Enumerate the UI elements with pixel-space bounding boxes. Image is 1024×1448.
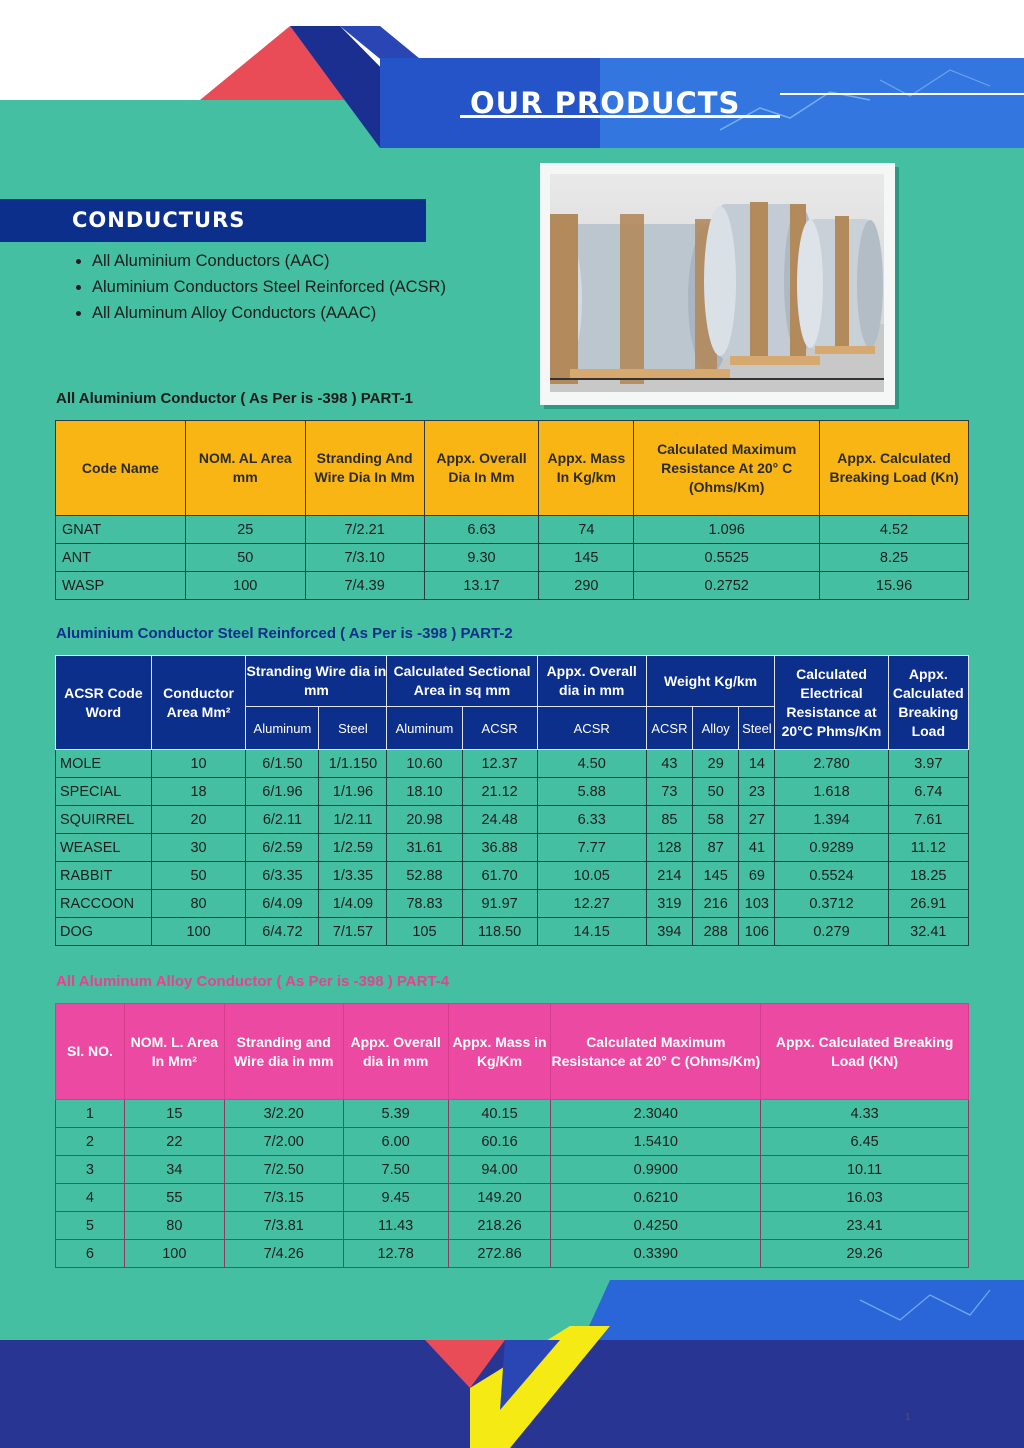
- cell: 394: [646, 918, 692, 946]
- cell: 1/1.96: [319, 778, 387, 806]
- cell: SQUIRREL: [56, 806, 152, 834]
- table-row: [56, 918, 969, 946]
- col-header: ACSR Code Word: [56, 656, 152, 750]
- sub-header: ACSR: [462, 707, 537, 750]
- sub-header: Alloy: [693, 707, 739, 750]
- header-rule-right: [780, 93, 1024, 95]
- col-header: Appx. Mass in Kg/Km: [448, 1004, 551, 1100]
- cell: 12.27: [537, 890, 646, 918]
- cell: 6.33: [537, 806, 646, 834]
- cell: 1.5410: [551, 1128, 761, 1156]
- cell: 80: [151, 890, 246, 918]
- col-header: Appx. Calculated Breaking Load (Kn): [820, 421, 969, 516]
- cell: 7.77: [537, 834, 646, 862]
- cell: 8.25: [820, 544, 969, 572]
- cell: 0.279: [775, 918, 888, 946]
- col-header: Appx. Calculated Breaking Load: [888, 656, 968, 750]
- table-row: [56, 572, 969, 600]
- table-header-row: [56, 421, 969, 516]
- cell: 9.30: [424, 544, 539, 572]
- cell: 18: [151, 778, 246, 806]
- cell: 5: [56, 1212, 125, 1240]
- cell: RACCOON: [56, 890, 152, 918]
- sub-header: ACSR: [646, 707, 692, 750]
- cell: 103: [739, 890, 775, 918]
- cell: 6/4.72: [246, 918, 319, 946]
- cell: 22: [124, 1128, 224, 1156]
- cell: 100: [124, 1240, 224, 1268]
- list-item: • All Aluminum Alloy Conductors (AAAC): [92, 304, 446, 322]
- cell: 7/3.10: [305, 544, 424, 572]
- table-row: [56, 1212, 969, 1240]
- cell: 61.70: [462, 862, 537, 890]
- sub-header: Steel: [319, 707, 387, 750]
- cell: WEASEL: [56, 834, 152, 862]
- conductor-list: [72, 252, 446, 330]
- cell: 6.74: [888, 778, 968, 806]
- cell: 40.15: [448, 1100, 551, 1128]
- cell: 145: [693, 862, 739, 890]
- cell: 6.00: [343, 1128, 448, 1156]
- cell: 7/3.81: [224, 1212, 343, 1240]
- cell: 6/1.50: [246, 750, 319, 778]
- cell: 25: [185, 516, 305, 544]
- col-header: SI. NO.: [56, 1004, 125, 1100]
- cell: 6/1.96: [246, 778, 319, 806]
- cell: 319: [646, 890, 692, 918]
- cell: 50: [151, 862, 246, 890]
- cell: 0.6210: [551, 1184, 761, 1212]
- table-row: [56, 1240, 969, 1268]
- cell: GNAT: [56, 516, 186, 544]
- col-header: NOM. AL Area mm: [185, 421, 305, 516]
- cell: 1/1.150: [319, 750, 387, 778]
- cell: 20.98: [387, 806, 462, 834]
- cell: 94.00: [448, 1156, 551, 1184]
- table-header-row: [56, 656, 969, 707]
- col-header: Appx. Overall Dia In Mm: [424, 421, 539, 516]
- cell: 128: [646, 834, 692, 862]
- cell: 23.41: [761, 1212, 969, 1240]
- table-row: [56, 1184, 969, 1212]
- cell: 15.96: [820, 572, 969, 600]
- sub-header: Steel: [739, 707, 775, 750]
- cell: 7.50: [343, 1156, 448, 1184]
- cell: 7/4.26: [224, 1240, 343, 1268]
- section-title: CONDUCTURS: [72, 208, 246, 232]
- cell: 1.394: [775, 806, 888, 834]
- cell: 4.33: [761, 1100, 969, 1128]
- cell: 43: [646, 750, 692, 778]
- cell: DOG: [56, 918, 152, 946]
- cell: 272.86: [448, 1240, 551, 1268]
- col-header: NOM. L. Area In Mm²: [124, 1004, 224, 1100]
- cell: 1/4.09: [319, 890, 387, 918]
- table-row: [56, 516, 969, 544]
- cell: 0.5524: [775, 862, 888, 890]
- cell: 14.15: [537, 918, 646, 946]
- cell: 15: [124, 1100, 224, 1128]
- cell: 13.17: [424, 572, 539, 600]
- cell: 149.20: [448, 1184, 551, 1212]
- cell: 288: [693, 918, 739, 946]
- aaac-table: [55, 1003, 969, 1268]
- acsr-table: [55, 655, 969, 946]
- cell: 80: [124, 1212, 224, 1240]
- cell: 26.91: [888, 890, 968, 918]
- col-header: Appx. Calculated Breaking Load (KN): [761, 1004, 969, 1100]
- cell: 10.11: [761, 1156, 969, 1184]
- cell: 0.5525: [634, 544, 820, 572]
- cell: 1.618: [775, 778, 888, 806]
- cell: 12.78: [343, 1240, 448, 1268]
- footer-decoration: [0, 1280, 1024, 1448]
- cell: 100: [151, 918, 246, 946]
- cell: 10: [151, 750, 246, 778]
- cell: 216: [693, 890, 739, 918]
- product-photo: [550, 174, 884, 392]
- cell: 50: [185, 544, 305, 572]
- cell: 52.88: [387, 862, 462, 890]
- cell: 3.97: [888, 750, 968, 778]
- list-item: • All Aluminium Conductors (AAC): [92, 252, 446, 270]
- cell: 2.780: [775, 750, 888, 778]
- cell: 78.83: [387, 890, 462, 918]
- cell: 16.03: [761, 1184, 969, 1212]
- cell: 27: [739, 806, 775, 834]
- cell: 12.37: [462, 750, 537, 778]
- cell: 9.45: [343, 1184, 448, 1212]
- cell: 11.12: [888, 834, 968, 862]
- sub-header: Aluminum: [387, 707, 462, 750]
- table-row: [56, 544, 969, 572]
- cell: WASP: [56, 572, 186, 600]
- cell: 31.61: [387, 834, 462, 862]
- cell: 6: [56, 1240, 125, 1268]
- col-header: Stranding and Wire dia in mm: [224, 1004, 343, 1100]
- cell: 10.60: [387, 750, 462, 778]
- table-row: [56, 1156, 969, 1184]
- aac-table: [55, 420, 969, 600]
- page-number: 1: [905, 1412, 911, 1423]
- cell: 29.26: [761, 1240, 969, 1268]
- cell: 290: [539, 572, 634, 600]
- cell: 50: [693, 778, 739, 806]
- cell: 24.48: [462, 806, 537, 834]
- cell: 7/1.57: [319, 918, 387, 946]
- cell: 7/2.00: [224, 1128, 343, 1156]
- table-row: [56, 750, 969, 778]
- wire-coils-image: [550, 174, 884, 392]
- cell: MOLE: [56, 750, 152, 778]
- cell: 0.2752: [634, 572, 820, 600]
- cell: 20: [151, 806, 246, 834]
- cell: 14: [739, 750, 775, 778]
- cell: 7/2.21: [305, 516, 424, 544]
- aaac-table-body: [56, 1100, 969, 1268]
- table-row: [56, 862, 969, 890]
- cell: 85: [646, 806, 692, 834]
- table-row: [56, 806, 969, 834]
- col-header: Calculated Electrical Resistance at 20°C Phms/Km: [775, 656, 888, 750]
- table-row: [56, 890, 969, 918]
- cell: 6.63: [424, 516, 539, 544]
- cell: 5.39: [343, 1100, 448, 1128]
- header-decoration: [0, 0, 1024, 160]
- cell: 3/2.20: [224, 1100, 343, 1128]
- cell: RABBIT: [56, 862, 152, 890]
- cell: 106: [739, 918, 775, 946]
- cell: 0.9900: [551, 1156, 761, 1184]
- cell: 118.50: [462, 918, 537, 946]
- cell: 30: [151, 834, 246, 862]
- cell: 6/3.35: [246, 862, 319, 890]
- col-header: Code Name: [56, 421, 186, 516]
- col-header: Weight Kg/km: [646, 656, 775, 707]
- cell: 100: [185, 572, 305, 600]
- cell: 6/2.59: [246, 834, 319, 862]
- cell: 214: [646, 862, 692, 890]
- acsr-table-body: [56, 750, 969, 946]
- cell: 0.3712: [775, 890, 888, 918]
- cell: 1/2.59: [319, 834, 387, 862]
- cell: 6/4.09: [246, 890, 319, 918]
- cell: 5.88: [537, 778, 646, 806]
- cell: 2: [56, 1128, 125, 1156]
- cell: 58: [693, 806, 739, 834]
- cell: 4: [56, 1184, 125, 1212]
- col-header: Calculated Sectional Area in sq mm: [387, 656, 537, 707]
- cell: 7.61: [888, 806, 968, 834]
- table-row: [56, 1128, 969, 1156]
- cell: 218.26: [448, 1212, 551, 1240]
- col-header: Stranding And Wire Dia In Mm: [305, 421, 424, 516]
- table-row: [56, 778, 969, 806]
- sub-header: Aluminum: [246, 707, 319, 750]
- cell: 3: [56, 1156, 125, 1184]
- cell: 105: [387, 918, 462, 946]
- cell: 29: [693, 750, 739, 778]
- cell: 7/2.50: [224, 1156, 343, 1184]
- cell: 0.4250: [551, 1212, 761, 1240]
- sub-header: ACSR: [537, 707, 646, 750]
- cell: 6.45: [761, 1128, 969, 1156]
- table-header-row: [56, 1004, 969, 1100]
- cell: 0.3390: [551, 1240, 761, 1268]
- cell: 23: [739, 778, 775, 806]
- col-header: Calculated Maximum Resistance at 20° C (Ohms/Km): [551, 1004, 761, 1100]
- col-header: Appx. Overall dia in mm: [343, 1004, 448, 1100]
- cell: 11.43: [343, 1212, 448, 1240]
- page-title: OUR PRODUCTS: [470, 86, 741, 120]
- cell: 74: [539, 516, 634, 544]
- cell: ANT: [56, 544, 186, 572]
- table3-caption: All Aluminum Alloy Conductor ( As Per is -398 ) PART-4: [56, 973, 450, 990]
- cell: 2.3040: [551, 1100, 761, 1128]
- table2-caption: Aluminium Conductor Steel Reinforced ( As Per is -398 ) PART-2: [56, 625, 513, 642]
- col-header: Calculated Maximum Resistance At 20° C (Ohms/Km): [634, 421, 820, 516]
- col-header: Conductor Area Mm²: [151, 656, 246, 750]
- cell: 4.50: [537, 750, 646, 778]
- cell: 32.41: [888, 918, 968, 946]
- cell: 145: [539, 544, 634, 572]
- cell: 21.12: [462, 778, 537, 806]
- cell: 34: [124, 1156, 224, 1184]
- cell: 7/4.39: [305, 572, 424, 600]
- cell: 1.096: [634, 516, 820, 544]
- col-header: Stranding Wire dia in mm: [246, 656, 387, 707]
- table-row: [56, 834, 969, 862]
- cell: 18.25: [888, 862, 968, 890]
- cell: 55: [124, 1184, 224, 1212]
- cell: 87: [693, 834, 739, 862]
- cell: 6/2.11: [246, 806, 319, 834]
- cell: 0.9289: [775, 834, 888, 862]
- cell: 18.10: [387, 778, 462, 806]
- cell: 10.05: [537, 862, 646, 890]
- cell: 69: [739, 862, 775, 890]
- table-row: [56, 1100, 969, 1128]
- cell: 41: [739, 834, 775, 862]
- cell: 1/3.35: [319, 862, 387, 890]
- cell: 4.52: [820, 516, 969, 544]
- col-header: Appx. Overall dia in mm: [537, 656, 646, 707]
- table1-caption: All Aluminium Conductor ( As Per is -398 ) PART-1: [56, 390, 413, 407]
- cell: 73: [646, 778, 692, 806]
- cell: SPECIAL: [56, 778, 152, 806]
- list-item: • Aluminium Conductors Steel Reinforced (ACSR): [92, 278, 446, 296]
- col-header: Appx. Mass In Kg/km: [539, 421, 634, 516]
- cell: 1/2.11: [319, 806, 387, 834]
- cell: 60.16: [448, 1128, 551, 1156]
- cell: 36.88: [462, 834, 537, 862]
- cell: 1: [56, 1100, 125, 1128]
- cell: 7/3.15: [224, 1184, 343, 1212]
- cell: 91.97: [462, 890, 537, 918]
